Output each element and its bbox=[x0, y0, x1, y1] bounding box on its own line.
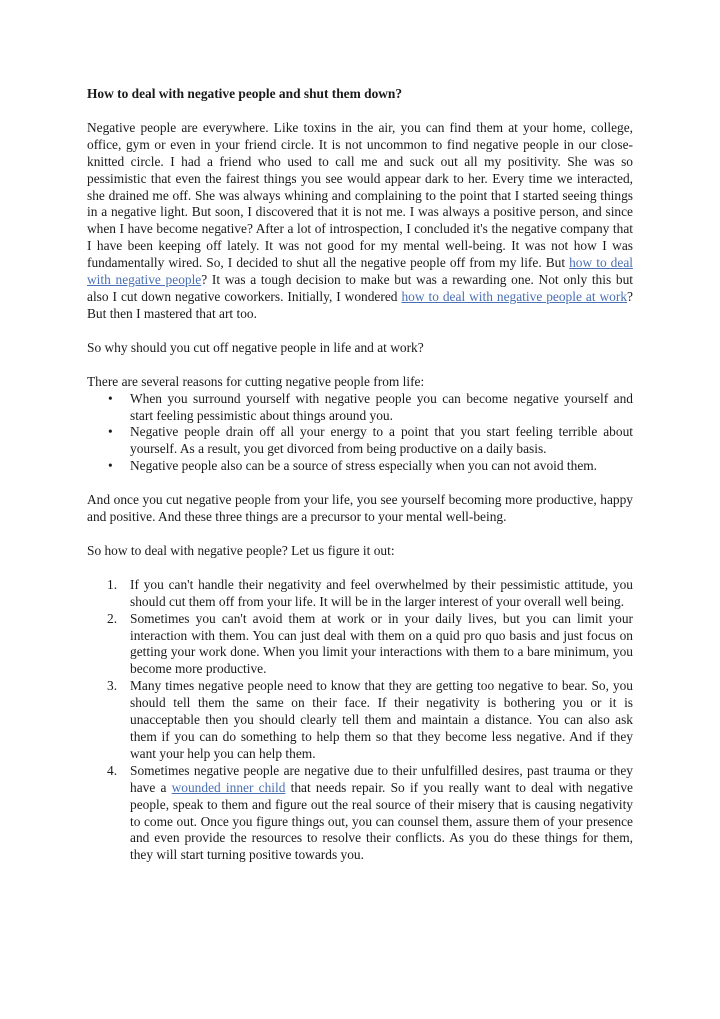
cut-paragraph: And once you cut negative people from your life, you see yourself becoming more productive, happy and positive. And these three things are a precursor to your mental well-being. bbox=[87, 492, 633, 525]
bullet-icon: • bbox=[108, 390, 113, 406]
intro-text-3: ? But then I mastered that art too. bbox=[87, 288, 633, 321]
reason-text: Negative people drain off all your energy to a point that you start feeling terrible about yourself. As a result, you get divorced from being productive on a daily basis. bbox=[130, 424, 633, 457]
list-item bbox=[107, 678, 633, 763]
list-item bbox=[108, 390, 633, 425]
step-number: 1. bbox=[107, 576, 118, 592]
list-item bbox=[107, 576, 633, 611]
why-question: So why should you cut off negative people in life and at work? bbox=[87, 339, 424, 355]
step-number: 2. bbox=[107, 610, 118, 626]
step-text-after: that needs repair. So if you really want to deal with negative people, speak to them and figure out the real source of their misery that is causing negativity to come out. Once you figure things out, you can counsel them, assure them of your presence and even provide the resources to resolve their conflicts. As you do these things for them, they will start turning positive towards you. bbox=[130, 779, 633, 863]
step-text-before: Sometimes negative people are negative due to their unfulfilled desires, past trauma or they have a bbox=[130, 762, 633, 795]
bullet-icon: • bbox=[108, 458, 113, 474]
list-item bbox=[108, 424, 633, 458]
document-page bbox=[87, 86, 633, 864]
link-deal-with-negative-people[interactable]: how to deal with negative people bbox=[87, 255, 633, 288]
bullet-icon: • bbox=[108, 424, 113, 440]
document-title: How to deal with negative people and shut them down? bbox=[87, 86, 403, 101]
intro-text-1: Negative people are everywhere. Like toxins in the air, you can find them at your home, college, office, gym or even in your friend circle. It is not uncommon to find negative people in our close-knitted circle. I had a friend who used to call me and suck out all my positivity. She was so pessimistic that even the fairest things you see would appear dark to her. Every time we interacted, she drained me off. She was always whining and complaining to the point that I started seeing things in a negative light. But soon, I discovered that it is not me. I was always a positive person, and since when I have become negative? After a lot of introspection, I concluded it's the negative company that I have been keeping off lately. It was not good for my mental well-being. It was not how I was fundamentally wired. So, I decided to shut all the negative people off from my life. But bbox=[87, 119, 633, 271]
step-number: 3. bbox=[107, 678, 118, 694]
link-wounded-inner-child[interactable]: wounded inner child bbox=[171, 779, 286, 795]
intro-paragraph bbox=[87, 120, 633, 323]
step-text: If you can't handle their negativity and feel overwhelmed by their pessimistic attitude, you should cut them off from your life. It will be in the larger interest of your overall well being. bbox=[130, 576, 633, 609]
reasons-list bbox=[87, 391, 633, 476]
list-item bbox=[107, 610, 633, 679]
intro-text-2: ? It was a tough decision to make but was a rewarding one. Not only this but also I cut down negative coworkers. Initially, I wondered bbox=[87, 272, 633, 304]
reason-text: When you surround yourself with negative people you can become negative yourself and start feeling pessimistic about things around you. bbox=[130, 390, 633, 423]
steps-list bbox=[87, 577, 633, 864]
step-text: Many times negative people need to know that they are getting too negative to bear. So, you should tell them the same on their face. If their negativity is bothering you or it is unacceptable then you should clearly tell them and maintain a distance. You can also ask them if you can do something to help them so that they become less negative. And if they want your help you can help them. bbox=[130, 678, 633, 761]
step-text: Sometimes you can't avoid them at work or in your daily lives, but you can limit your interaction with them. You can just deal with them on a quid pro quo basis and just focus on getting your work done. When you limit your interactions with them to a bare minimum, you become more productive. bbox=[130, 610, 633, 677]
link-negative-people-at-work[interactable]: how to deal with negative people at work bbox=[401, 288, 628, 304]
how-question: So how to deal with negative people? Let us figure it out: bbox=[87, 542, 395, 558]
list-item bbox=[108, 458, 633, 475]
list-item bbox=[107, 762, 633, 864]
reason-text: Negative people also can be a source of stress especially when you can not avoid them. bbox=[130, 458, 598, 474]
step-number: 4. bbox=[107, 762, 118, 778]
reasons-intro: There are several reasons for cutting negative people from life: bbox=[87, 373, 425, 389]
